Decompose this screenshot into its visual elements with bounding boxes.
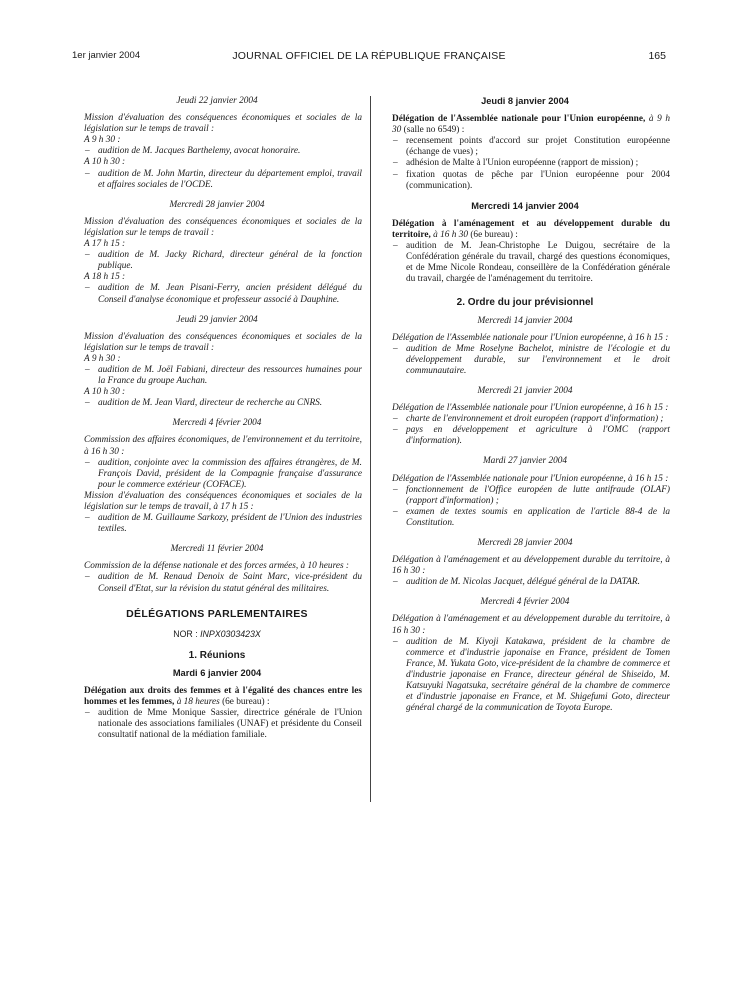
session-mercredi-28-janvier [72,200,362,306]
column-divider [370,96,371,802]
delegation-name: Délégation de l'Assemblée nationale pour l'Union européenne, [392,114,646,125]
date-heading: Mardi 27 janvier 2004 [482,456,568,467]
agenda-item: – recensement points d'accord sur projet Constitution européenne (échange de vues) ; [380,136,670,158]
page-number: 165 [648,50,666,62]
date-heading: Mercredi 21 janvier 2004 [477,385,573,396]
session-jeudi-8-janvier [380,96,670,192]
date-heading: Jeudi 8 janvier 2004 [481,96,569,106]
delegation-paragraph: Délégation de l'Assemblée nationale pour l'Union européenne, à 16 h 15 : [392,332,669,343]
right-column [380,96,670,723]
nor-reference [72,629,362,640]
delegation-paragraph: Délégation de l'Assemblée nationale pour l'Union européenne, à 16 h 15 : [392,403,669,414]
time-line: A 10 h 30 : [84,387,126,398]
meeting-time: à 18 heures [176,697,220,708]
page-header [72,50,666,66]
delegation-paragraph: Délégation de l'Assemblée nationale pour l'Union européenne, à 16 h 15 : [392,473,669,484]
agenda-item: – audition de M. Renaud Denoix de Saint Marc, vice-président du Conseil d'Etat, sur la révision du statut général des militaires. [72,572,362,594]
agenda-item: – fixation quotas de pêche par l'Union européenne pour 2004 (communication). [380,170,670,192]
delegations-title: DÉLÉGATIONS PARLEMENTAIRES [126,607,308,620]
journal-title: JOURNAL OFFICIEL DE LA RÉPUBLIQUE FRANÇAISE [232,50,506,62]
agenda-item: – audition de M. Jean Viard, directeur de recherche au CNRS. [72,398,362,409]
session-jeudi-29-janvier [72,315,362,410]
session-mercredi-14-janvier-reunion [380,201,670,286]
session-mercredi-14-janvier [380,316,670,377]
session-mercredi-28-janvier-ordre [380,538,670,588]
mission-paragraph: Mission d'évaluation des conséquences économiques et sociales de la législation sur le temps de travail : [84,113,362,135]
date-heading: Mercredi 4 février 2004 [172,418,262,429]
meeting-room: (6e bureau) : [470,229,518,240]
session-mercredi-4-fevrier [72,418,362,535]
session-mercredi-4-fevrier-ordre [380,597,670,714]
agenda-item: – audition, conjointe avec la commission des affaires étrangères, de M. François David, président de la Compagnie française d'assurance pour le commerce extérieur (COFACE). [72,458,362,491]
date-heading: Mercredi 28 janvier 2004 [477,538,573,548]
commission-paragraph: Commission des affaires économiques, de l'environnement et du territoire, à 16 h 30 : [84,435,362,457]
delegation-paragraph [380,114,670,136]
agenda-item: – audition de Mme Monique Sassier, directrice générale de l'Union nationale des associations familiales (UNAF) et présidente du Conseil consultatif national de la médiation familiale. [72,708,362,741]
delegation-paragraph: Délégation à l'aménagement et au développement durable du territoire, à 16 h 30 : [392,555,670,577]
date-heading: Mercredi 11 février 2004 [170,544,264,555]
reunions-title: 1. Réunions [188,649,246,661]
agenda-item: – fonctionnement de l'Office européen de lutte antifraude (OLAF) (rapport d'information) ; [380,485,670,507]
time-line: A 9 h 30 : [84,135,121,146]
agenda-item: – audition de M. Kiyoji Katakawa, président de la chambre de commerce et d'industrie japonaise en France, président de Tomen France, M. Yukata Goto, vice-président de la chambre de commerce et d'industrie japonaise en France, directeur général de Shiseido, M. Katsuyuki Nagatsuka, secrétaire général de la chambre de commerce et d'industrie japonaise en France, et M. Shigefumi Goto, directeur général chargé de la communication de Toyota Europe. [380,637,670,715]
meeting-time: à 16 h 30 [433,229,468,240]
mission-paragraph: Mission d'évaluation des conséquences économiques et sociales de la législation sur le temps de travail : [84,216,362,238]
ordre-du-jour-title: 2. Ordre du jour prévisionnel [456,297,594,309]
header-date: 1er janvier 2004 [72,50,141,61]
agenda-item: – audition de M. Guillaume Sarkozy, président de l'Union des industries textiles. [72,513,362,535]
delegation-paragraph [72,686,362,708]
time-line: A 10 h 30 : [84,157,126,168]
agenda-item: – pays en développement et agriculture à l'OMC (rapport d'information). [380,425,670,447]
agenda-item: – audition de M. Nicolas Jacquet, délégué général de la DATAR. [380,577,670,588]
agenda-item: – audition de M. Jean Pisani-Ferry, ancien président délégué du Conseil d'analyse économique et professeur associé à Dauphine. [72,283,362,305]
agenda-item: – audition de Mme Roselyne Bachelot, ministre de l'écologie et du développement durable, sur l'environnement et le droit communautaire. [380,344,670,377]
time-line: A 17 h 15 : [84,239,126,250]
meeting-room: (6e bureau) : [222,697,270,708]
date-heading: Jeudi 29 janvier 2004 [176,314,258,325]
session-mercredi-21-janvier [380,386,670,447]
delegation-name: Délégation à l'aménagement et au développement durable du territoire, [392,218,670,240]
mission-paragraph: Mission d'évaluation des conséquences économiques et sociales de la législation sur le temps de travail, à 17 h 15 : [84,490,362,512]
date-heading: Mardi 6 janvier 2004 [172,667,262,678]
left-column [72,96,362,751]
agenda-item: – audition de M. Jacques Barthelemy, avocat honoraire. [72,146,362,157]
agenda-item: – examen de textes soumis en application de l'article 88-4 de la Constitution. [380,507,670,529]
session-mercredi-11-fevrier [72,544,362,594]
agenda-item: – audition de M. John Martin, directeur du département emploi, travail et affaires sociales de l'OCDE. [72,169,362,191]
session-mardi-27-janvier [380,456,670,529]
nor-code: INPX0303423X [200,628,261,639]
meeting-time: à 9 h 30 [392,114,671,136]
time-line: A 9 h 30 : [84,353,121,364]
agenda-item: – adhésion de Malte à l'Union européenne (rapport de mission) ; [380,158,670,169]
date-heading: Jeudi 22 janvier 2004 [176,96,258,106]
time-line: A 18 h 15 : [84,272,126,283]
date-heading: Mercredi 14 janvier 2004 [477,315,573,326]
agenda-item: – audition de M. Jacky Richard, directeur général de la fonction publique. [72,250,362,272]
delegation-paragraph: Délégation à l'aménagement et au développement durable du territoire, à 16 h 30 : [392,614,670,636]
delegation-name: Délégation aux droits des femmes et à l'égalité des chances entre les hommes et les femmes, [84,686,362,708]
date-heading: Mercredi 4 février 2004 [480,597,570,608]
date-heading: Mercredi 28 janvier 2004 [169,199,265,210]
delegation-paragraph [380,219,670,241]
date-heading: Mercredi 14 janvier 2004 [471,200,579,211]
session-mardi-6-janvier [72,668,362,742]
nor-label: NOR : [173,628,198,639]
commission-paragraph: Commission de la défense nationale et des forces armées, à 10 heures : [84,561,350,572]
agenda-item: – charte de l'environnement et droit européen (rapport d'information) ; [380,414,670,425]
meeting-room: (salle no 6549) : [403,125,465,136]
agenda-item: – audition de M. Joël Fabiani, directeur des ressources humaines pour la France du groupe Auchan. [72,365,362,387]
mission-paragraph: Mission d'évaluation des conséquences économiques et sociales de la législation sur le temps de travail : [84,331,362,353]
session-jeudi-22-janvier [72,96,362,191]
agenda-item: – audition de M. Jean-Christophe Le Duigou, secrétaire de la Confédération générale du travail, chargé des questions économiques, et de Mme Nicole Rondeau, conseillère de la Confédération générale du travail, chargée de l'aménagement du territoire. [380,241,670,285]
